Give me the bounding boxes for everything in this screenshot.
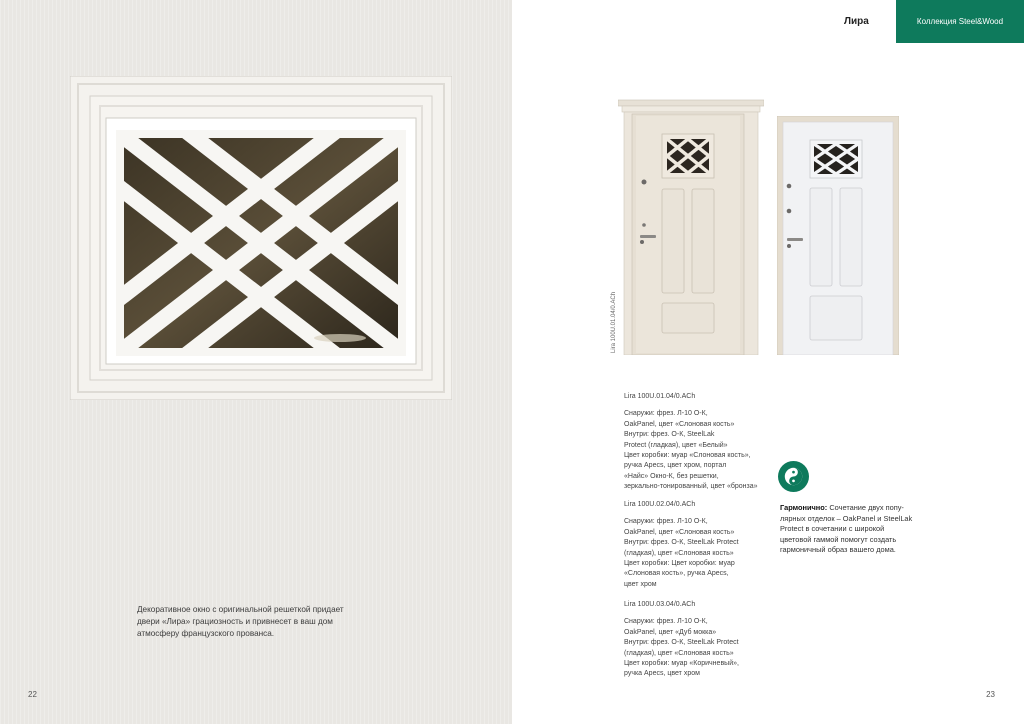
spec-model: Lira 100U.01.04/0.ACh [624,393,696,400]
harmony-line: Protect в сочетании с широкой [780,524,885,534]
spec-line: «Найс» Окно-К, без решетки, [624,472,719,480]
harmony-note [780,503,920,556]
spec-line: Цвет коробки: муар «Слоновая кость», [624,452,751,460]
page-number-right: 23 [986,690,995,699]
window-caption [137,604,367,640]
spec-line: Снаружи: фрез. Л-10 О-К, [624,518,708,526]
caption-line: двери «Лира» грациозность и привнесет в ваш дом [137,617,333,626]
spec-line: Внутри: фрез. О-К, SteelLak Protect [624,539,739,547]
door-photo-lira-white [777,116,899,355]
collection-badge [896,0,1024,43]
decorative-window-photo [70,76,452,400]
spec-line: ручка Apecs, цвет хром [624,670,700,678]
spec-line: Protect (гладкая), цвет «Белый» [624,441,728,449]
spec-line: «Слоновая кость», ручка Apecs, [624,570,729,578]
harmony-line: цветовой гаммой помогут создать [780,534,897,544]
spec-line: ручка Apecs, цвет хром, портал [624,462,727,470]
harmony-line: гармоничный образ вашего дома. [780,545,896,555]
harmony-line: лярных отделок – OakPanel и SteelLak [780,513,913,523]
spec-line: цвет хром [624,580,657,588]
spec-line: Внутри: фрез. О-К, SteelLak Protect [624,639,739,647]
harmony-title: Гармонично: [780,503,828,512]
spec-line: OakPanel, цвет «Слоновая кость» [624,528,735,536]
spec-model: Lira 100U.03.04/0.ACh [624,601,696,608]
spec-block [624,392,774,493]
spec-line: Снаружи: фрез. Л-10 О-К, [624,618,708,626]
spec-line: Снаружи: фрез. Л-10 О-К, [624,410,708,418]
right-page [512,0,1024,724]
spec-line: Цвет коробки: Цвет коробки: муар [624,560,735,568]
spec-line: OakPanel, цвет «Дуб мокка» [624,628,717,636]
vertical-model-label: Lira 100U.01.04/0.ACh [611,291,617,353]
collection-label: Коллекция Steel&Wood [916,17,1004,26]
spec-block [624,500,774,590]
spec-line: OakPanel, цвет «Слоновая кость» [624,420,735,428]
harmony-line: Сочетание двух попу- [829,503,904,512]
door-photo-lira-portal [618,97,764,355]
caption-line: атмосферу французского прованса. [137,629,275,638]
spec-model: Lira 100U.02.04/0.ACh [624,501,696,508]
caption-line: Декоративное окно с оригинальной решеткой придает [137,605,344,614]
yin-yang-icon [778,461,809,492]
spec-line: (гладкая), цвет «Слоновая кость» [624,649,734,657]
spec-line: (гладкая), цвет «Слоновая кость» [624,549,734,557]
spec-line: Цвет коробки: муар «Коричневый», [624,660,739,668]
spec-line: зеркально-тонированный, цвет «бронза» [624,483,758,491]
spec-block [624,600,774,680]
spec-line: Внутри: фрез. О-К, SteelLak [624,431,715,439]
product-title: Лира [844,16,869,27]
page-number-left: 22 [28,690,37,699]
